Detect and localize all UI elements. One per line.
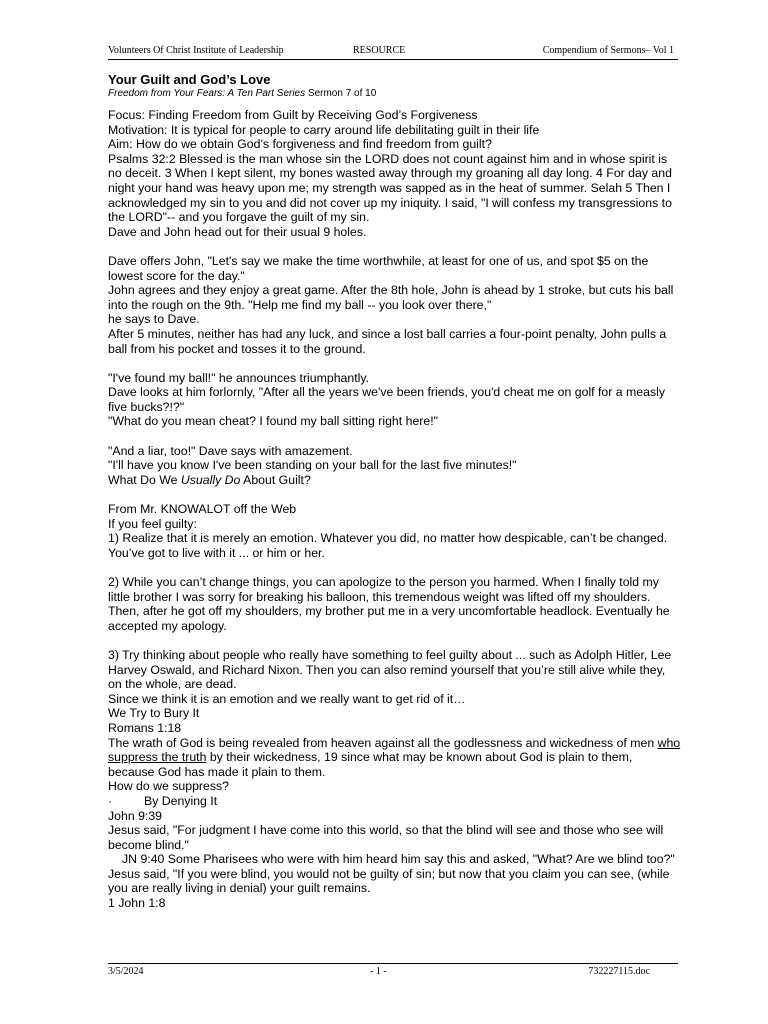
paragraph: John agrees and they enjoy a great game. After the 8th hole, John is ahead by 1 stroke, but cuts his ball into the rough on the 9th. "Help me find my ball -- you look over there,": [108, 283, 674, 312]
section-heading: We Try to Bury It: [108, 706, 200, 721]
passage-part: by their wickedness, 19 since what may be known about God is plain to them, because God has made it plain to them.: [108, 750, 633, 779]
scripture-passage: [108, 736, 682, 780]
paragraph: "And a liar, too!" Dave says with amazement.: [108, 443, 353, 458]
paragraph: "I've found my ball!" he announces triumphantly.: [108, 370, 370, 385]
scripture-passage: Jesus said, "If you were blind, you would not be guilty of sin; but now that you claim you can see, (while you are really living in denial) your guilt remains.: [108, 866, 670, 896]
bullet-item: [108, 794, 682, 809]
heading-emphasis: Usually Do: [180, 472, 241, 487]
sermon-title: Your Guilt and God’s Love: [108, 72, 271, 87]
underlined-phrase: who suppress the truth: [108, 735, 681, 765]
footer-date: 3/5/2024: [108, 966, 144, 977]
paragraph: Dave looks at him forlornly, "After all the years we've been friends, you'd cheat me on golf for a measly five bucks?!?": [108, 385, 665, 414]
psalm-passage: Psalms 32:2 Blessed is the man whose sin the LORD does not count against him and in whose spirit is no deceit. 3 When I kept silent, my bones wasted away through my groaning all day long. 4 For day and night your hand was heavy upon me; my strength was sapped as in the heat of summer. Selah 5 Then I acknowledged my sin to you and did not cover up my iniquity. I said, "I will confess my transgressions to the LORD"-- and you forgave the guilt of my sin.: [108, 151, 672, 225]
header-volume: Compendium of Sermons– Vol 1: [542, 45, 674, 56]
header-organization: Volunteers Of Christ Institute of Leadership: [108, 45, 284, 56]
page-header: [108, 45, 678, 60]
footer-page-number: - 1 -: [370, 966, 387, 977]
motivation-line: Motivation: It is typical for people to carry around life debilitating guilt in their life: [108, 122, 540, 137]
paragraph: "I'll have you know I've been standing on your ball for the last five minutes!": [108, 458, 517, 473]
paragraph: How do we suppress?: [108, 779, 229, 794]
sermon-number: Sermon 7 of 10: [305, 88, 377, 99]
paragraph: If you feel guilty:: [108, 516, 197, 531]
header-section: RESOURCE: [353, 45, 406, 56]
paragraph: Dave offers John, "Let's say we make the time worthwhile, at least for one of us, and spot $5 on the lowest score for the day.": [108, 253, 649, 283]
page-footer: [108, 963, 678, 978]
footer-filename: 732227115.doc: [588, 966, 650, 977]
scripture-reference: 1 John 1:8: [108, 896, 166, 911]
paragraph: he says to Dave.: [108, 312, 200, 327]
paragraph: Since we think it is an emotion and we really want to get rid of it…: [108, 691, 466, 706]
scripture-reference: Romans 1:18: [108, 720, 182, 735]
heading-part: What Do We: [108, 472, 181, 487]
list-item: 1) Realize that it is merely an emotion. Whatever you did, no matter how despicable, can’t be changed. You’ve got to live with it ... or him or her.: [108, 531, 668, 560]
aim-line: Aim: How do we obtain God’s forgiveness and find freedom from guilt?: [108, 137, 492, 152]
scripture-passage: Jesus said, "For judgment I have come into this world, so that the blind will see and those who see will become blind.": [108, 823, 664, 852]
paragraph: From Mr. KNOWALOT off the Web: [108, 502, 297, 517]
passage-part: The wrath of God is being revealed from heaven against all the godlessness and wickedness of men: [108, 735, 658, 750]
focus-line: Focus: Finding Freedom from Guilt by Receiving God’s Forgiveness: [108, 108, 478, 122]
paragraph: After 5 minutes, neither has had any luck, and since a lost ball carries a four-point penalty, John pulls a ball from his pocket and tosses it to the ground.: [108, 326, 667, 356]
sermon-text: [108, 108, 682, 911]
scripture-passage: JN 9:40 Some Pharisees who were with him heard him say this and asked, "What? Are we blind too?": [122, 852, 675, 867]
bullet-marker: ·: [108, 793, 113, 808]
scripture-reference: John 9:39: [108, 808, 163, 823]
sermon-series: [108, 88, 682, 100]
paragraph: "What do you mean cheat? I found my ball sitting right here!": [108, 414, 438, 429]
document-body: [108, 72, 682, 911]
series-name: Freedom from Your Fears: A Ten Part Series: [108, 88, 306, 99]
list-item: 3) Try thinking about people who really have something to feel guilty about ... such as Adolph Hitler, Lee Harvey Oswald, and Richard Nixon. Then you can also remind yourself that you’re still alive while they, on the whole, are dead.: [108, 647, 672, 692]
paragraph: Dave and John head out for their usual 9 holes.: [108, 224, 367, 239]
list-item: 2) While you can’t change things, you can apologize to the person you harmed. When I finally told my little brother I was sorry for breaking his balloon, this tremendous weight was lifted off my shoulders. Then, after he got off my shoulders, my brother put me in a very uncomfortable headlock. Eventually he accepted my apology.: [108, 575, 670, 633]
section-heading: [108, 473, 682, 488]
heading-part: About Guilt?: [240, 472, 311, 487]
bullet-text: By Denying It: [144, 793, 218, 808]
